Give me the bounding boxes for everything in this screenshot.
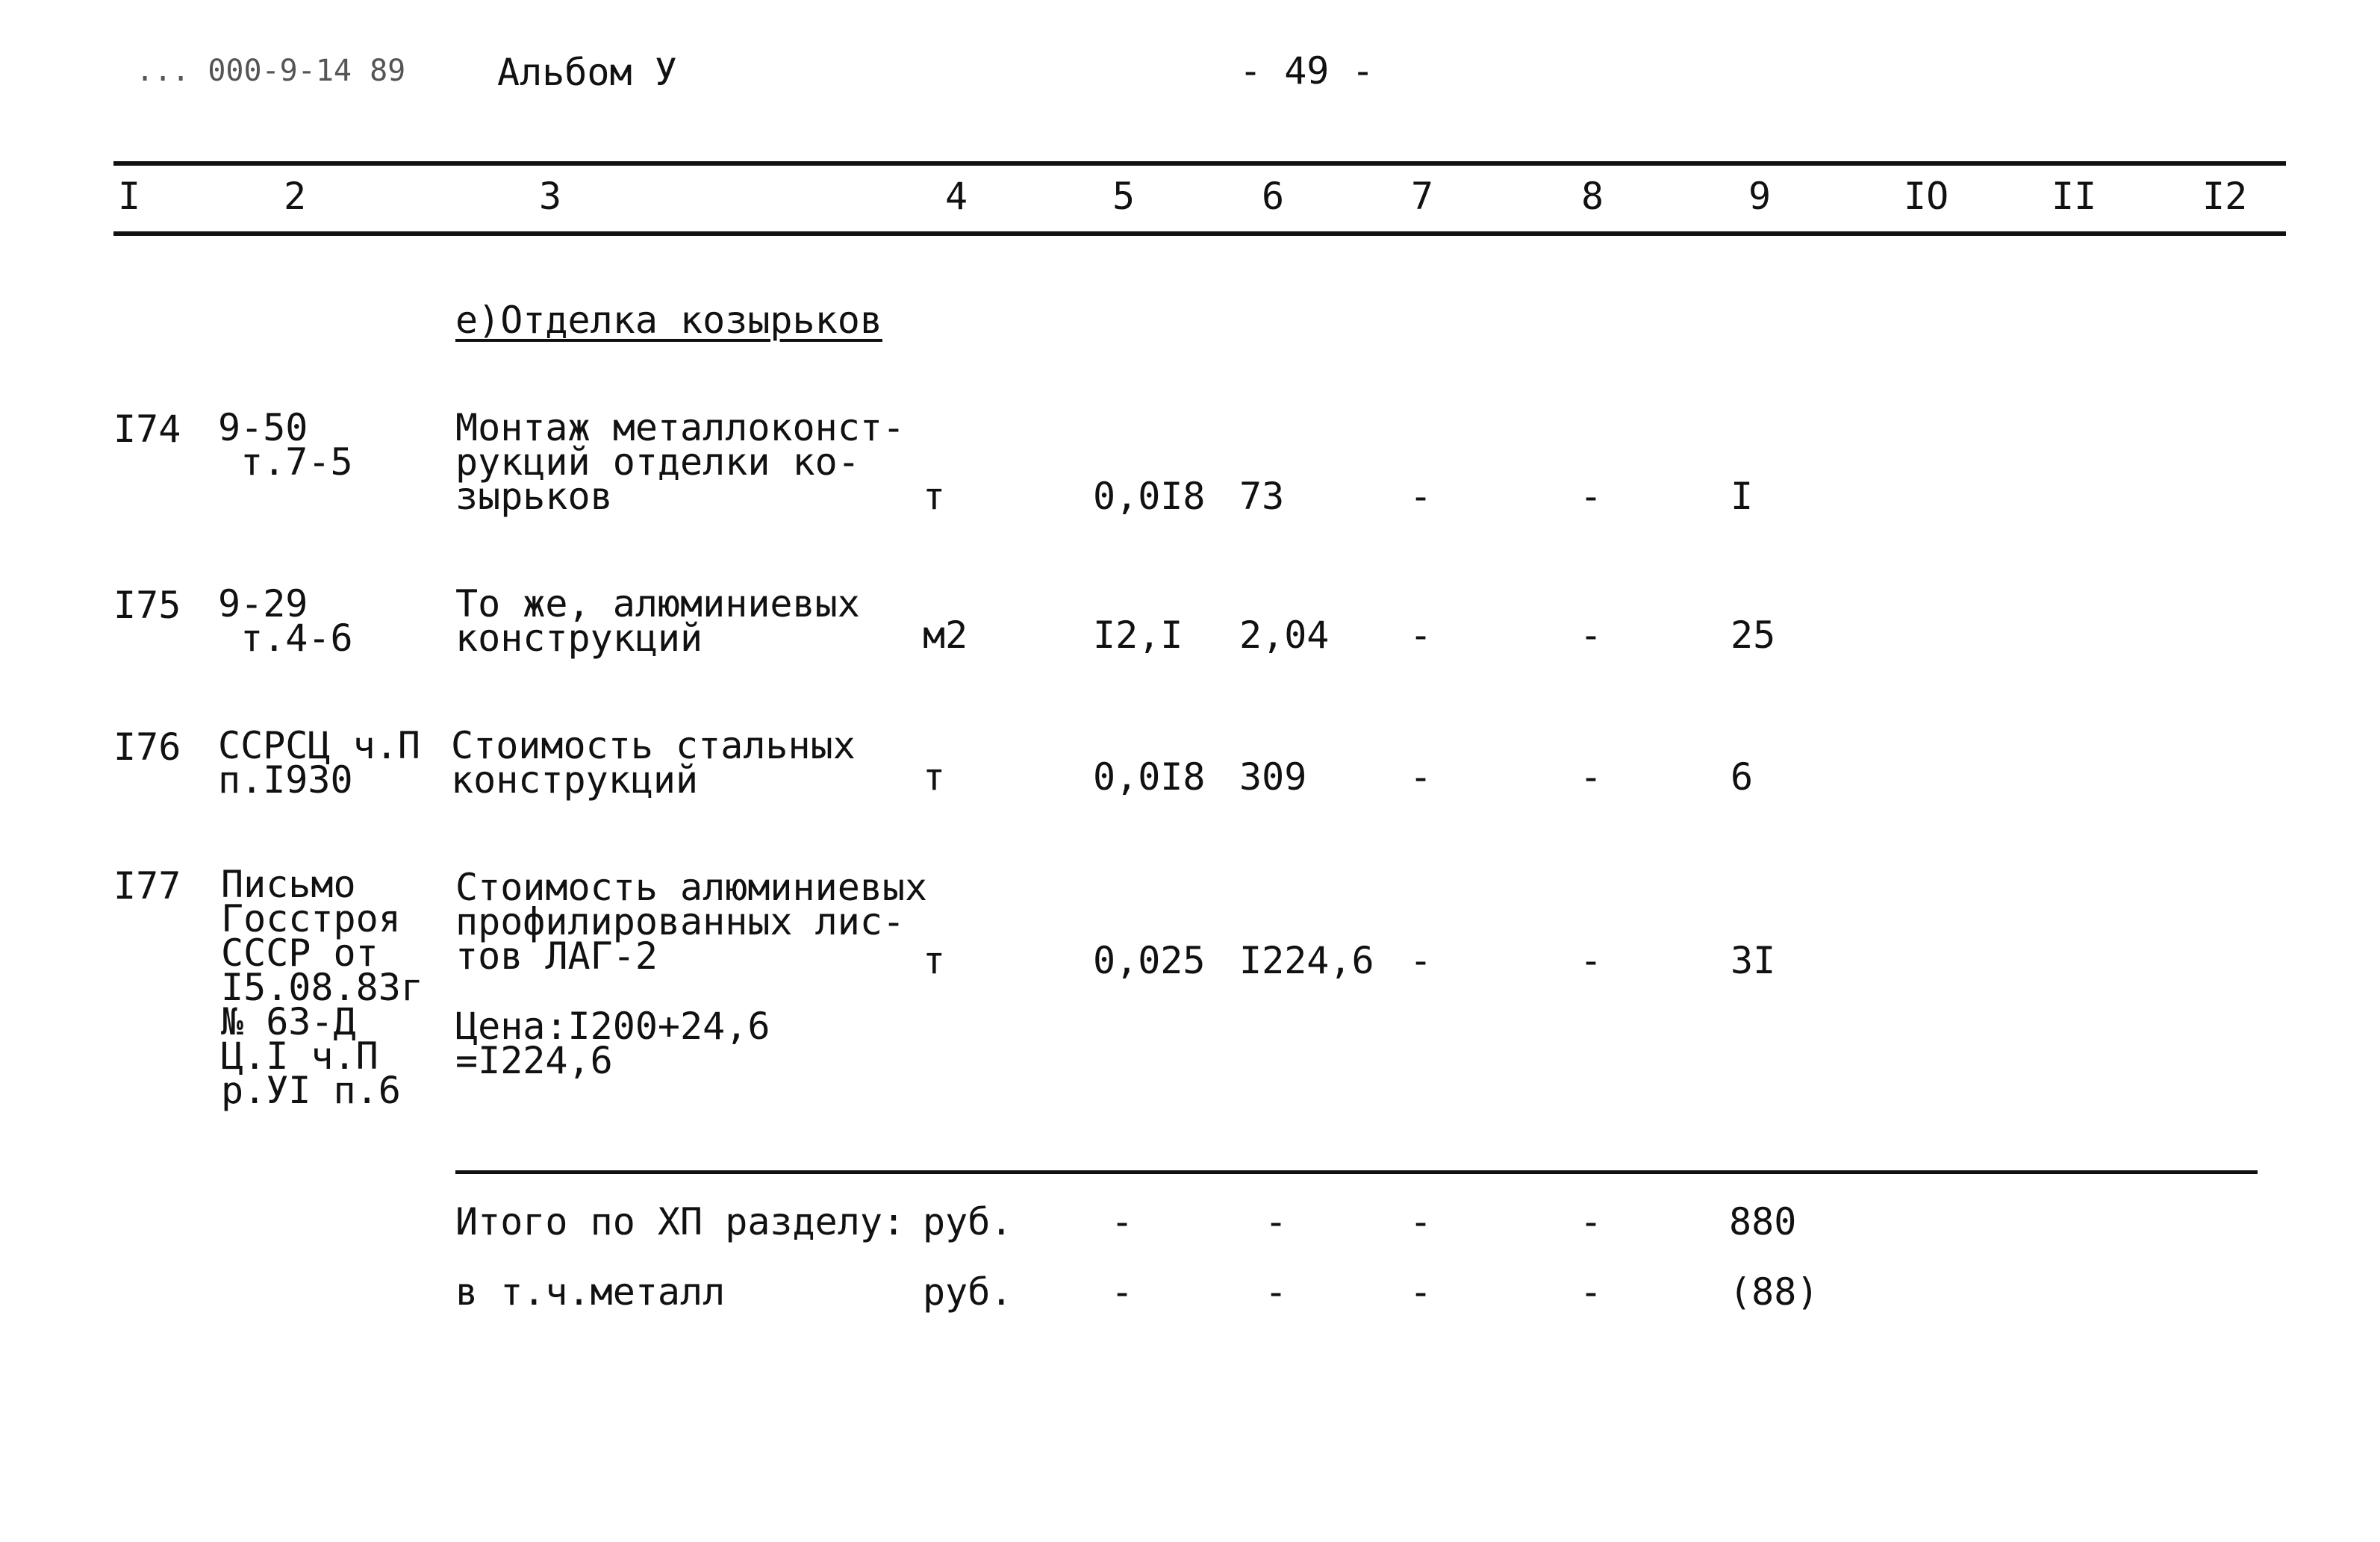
row-unit-price: I224,6	[1239, 939, 1374, 982]
row-col9: I	[1731, 475, 1754, 518]
total-label: в т.ч.металл	[455, 1270, 726, 1314]
column-header: II	[2052, 175, 2097, 218]
row-description: Стоимость стальных конструкций	[451, 724, 856, 802]
row-reference: Письмо Госстроя СССР от I5.08.83г № 63-Д Ц.I ч.П р.УI п.6	[221, 863, 423, 1112]
column-header: IO	[1904, 175, 1949, 218]
total-col6: -	[1265, 1270, 1288, 1314]
totals-rule	[455, 1170, 2258, 1174]
total-label: Итого по ХП разделу:	[455, 1200, 906, 1243]
page-number: - 49 -	[1239, 49, 1374, 93]
row-number: I76	[113, 725, 181, 769]
row-col8: -	[1580, 939, 1603, 982]
row-col8: -	[1580, 614, 1603, 657]
total-col8: -	[1580, 1270, 1603, 1314]
row-unit-price: 73	[1239, 475, 1285, 518]
column-header: I	[118, 175, 141, 218]
row-col8: -	[1580, 755, 1603, 799]
column-header: 9	[1748, 175, 1772, 218]
column-header: 6	[1262, 175, 1285, 218]
row-number: I77	[113, 864, 181, 908]
table-top-rule	[113, 161, 2286, 166]
column-header: I2	[2202, 175, 2248, 218]
total-col9: 880	[1729, 1200, 1797, 1243]
row-quantity: 0,025	[1093, 939, 1206, 982]
column-header: 7	[1411, 175, 1434, 218]
total-col9: (88)	[1729, 1270, 1819, 1314]
column-header: 3	[539, 175, 562, 218]
total-col5: -	[1111, 1200, 1134, 1243]
row-price-note: Цена:I200+24,6 =I224,6	[455, 1005, 770, 1082]
table-header-bottom-rule	[113, 231, 2286, 236]
album-label: Альбом У	[497, 51, 677, 94]
document-code: ... 000-9-14 89	[136, 54, 406, 88]
column-header: 8	[1581, 175, 1604, 218]
row-quantity: 0,0I8	[1093, 475, 1206, 518]
row-col8: -	[1580, 475, 1603, 518]
row-unit-price: 2,04	[1239, 614, 1330, 657]
total-col6: -	[1265, 1200, 1288, 1243]
row-description: То же, алюминиевых конструкций	[455, 582, 860, 660]
row-quantity: 0,0I8	[1093, 755, 1206, 799]
row-number: I75	[113, 584, 181, 627]
row-description: Стоимость алюминиевых профилированных лис- тов ЛАГ-2	[455, 866, 928, 978]
row-unit-price: 309	[1239, 755, 1307, 799]
total-unit: руб.	[923, 1270, 1013, 1314]
row-reference: ССРСЦ ч.П п.I930	[218, 724, 420, 802]
row-unit: т	[923, 475, 946, 518]
row-description: Монтаж металлоконст- рукций отделки ко- зырьков	[455, 406, 906, 518]
row-col7: -	[1409, 939, 1433, 982]
total-col5: -	[1111, 1270, 1134, 1314]
row-unit: т	[923, 939, 946, 982]
row-col7: -	[1409, 614, 1433, 657]
total-col7: -	[1409, 1270, 1433, 1314]
total-col7: -	[1409, 1200, 1433, 1243]
row-col9: 3I	[1731, 939, 1776, 982]
row-unit: т	[923, 755, 946, 799]
row-col9: 25	[1731, 614, 1776, 657]
column-header: 5	[1112, 175, 1136, 218]
column-header: 2	[284, 175, 307, 218]
row-col9: 6	[1731, 755, 1754, 799]
section-title: е)Отделка козырьков	[455, 299, 882, 342]
row-number: I74	[113, 408, 181, 451]
row-quantity: I2,I	[1093, 614, 1183, 657]
row-col7: -	[1409, 755, 1433, 799]
row-reference: 9-50 т.7-5	[218, 406, 353, 484]
row-col7: -	[1409, 475, 1433, 518]
row-reference: 9-29 т.4-6	[218, 582, 353, 660]
row-unit: м2	[923, 614, 968, 657]
total-unit: руб.	[923, 1200, 1013, 1243]
total-col8: -	[1580, 1200, 1603, 1243]
column-header: 4	[945, 175, 968, 218]
